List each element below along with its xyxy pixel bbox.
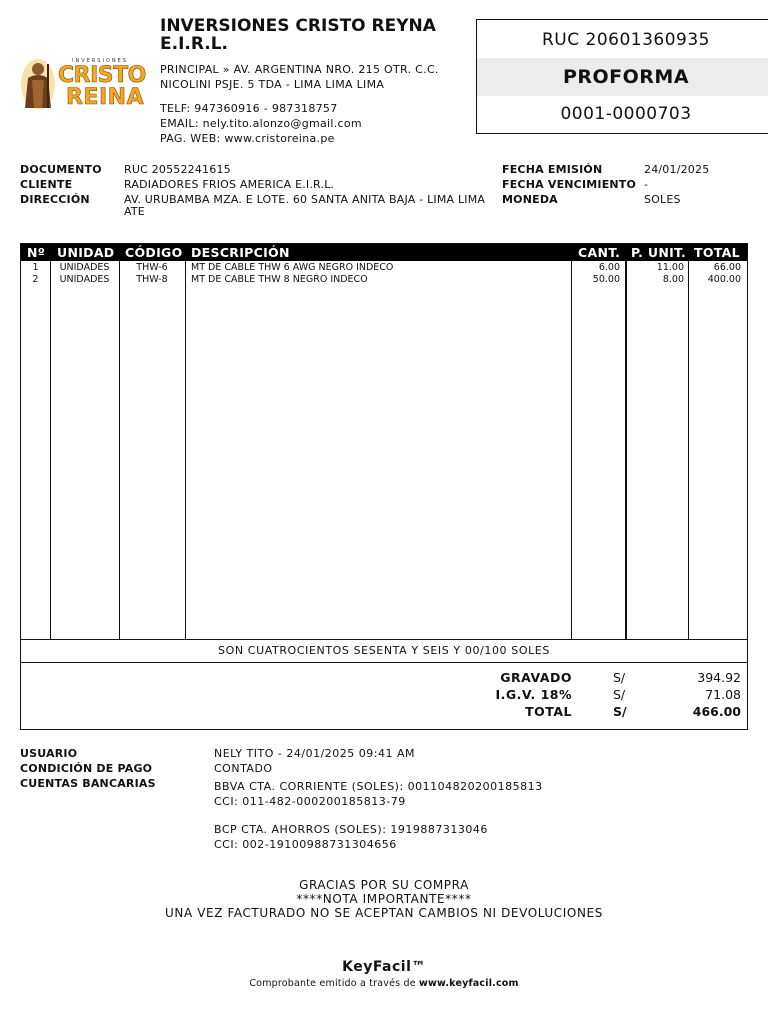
gravado-value: 394.92 bbox=[697, 670, 741, 685]
moneda-label: MONEDA bbox=[502, 193, 558, 206]
header-num: Nº bbox=[27, 245, 46, 260]
footer-values bbox=[214, 746, 543, 852]
date-values bbox=[644, 162, 709, 207]
igv-label: I.G.V. 18% bbox=[495, 687, 572, 702]
fecha-vencimiento-label: FECHA VENCIMIENTO bbox=[502, 178, 637, 191]
document-number: 0001-0000703 bbox=[560, 104, 692, 124]
gravado-label: GRAVADO bbox=[500, 670, 572, 685]
keyfacil-brand: KeyFacil™ bbox=[342, 959, 426, 975]
header-codigo: CÓDIGO bbox=[125, 245, 183, 260]
direccion-label: DIRECCIÓN bbox=[20, 193, 90, 206]
usuario-value: NELY TITO - 24/01/2025 09:41 AM bbox=[214, 747, 415, 760]
condicion-label: CONDICIÓN DE PAGO bbox=[20, 762, 153, 775]
column-divider bbox=[185, 261, 186, 639]
keyfacil-link[interactable]: www.keyfacil.com bbox=[419, 978, 519, 989]
table-row bbox=[21, 274, 747, 286]
row-unidad: UNIDADES bbox=[59, 274, 110, 285]
header-punit: P. UNIT. bbox=[631, 245, 687, 260]
company-contact bbox=[160, 101, 460, 146]
fecha-vencimiento-value: - bbox=[644, 178, 649, 191]
logo-small-text: INVERSIONES bbox=[72, 58, 128, 64]
total-line bbox=[21, 703, 747, 720]
info-labels bbox=[20, 162, 102, 207]
fecha-emision-label: FECHA EMISIÓN bbox=[502, 163, 603, 176]
amount-in-words: SON CUATROCIENTOS SESENTA Y SEIS Y 00/100 SOLES bbox=[21, 639, 747, 663]
direccion-value-line1: AV. URUBAMBA MZA. E LOTE. 60 SANTA ANITA BAJA - LIMA LIMA bbox=[124, 193, 486, 206]
row-cant: 6.00 bbox=[598, 262, 620, 273]
info-values bbox=[124, 162, 504, 216]
company-email: EMAIL: nely.tito.alonzo@gmail.com bbox=[160, 117, 362, 130]
igv-value: 71.08 bbox=[705, 687, 741, 702]
items-table bbox=[20, 243, 748, 730]
row-descripcion: MT DE CABLE THW 6 AWG NEGRO INDECO bbox=[191, 262, 394, 273]
documento-value: RUC 20552241615 bbox=[124, 163, 231, 176]
logo-word-reina: REINA bbox=[66, 85, 145, 110]
footer-labels bbox=[20, 746, 156, 791]
address-line1: PRINCIPAL » AV. ARGENTINA NRO. 215 OTR. C.C. bbox=[160, 63, 439, 76]
igv-line bbox=[21, 686, 747, 703]
gravado-line bbox=[21, 669, 747, 686]
row-total: 66.00 bbox=[713, 262, 741, 273]
total-currency: S/ bbox=[613, 704, 627, 719]
header-total: TOTAL bbox=[694, 245, 740, 260]
column-divider bbox=[625, 261, 627, 639]
bank2-line1: BCP CTA. AHORROS (SOLES): 1919887313046 bbox=[214, 823, 488, 836]
direccion-value-line2: ATE bbox=[124, 205, 145, 218]
fecha-emision-value: 24/01/2025 bbox=[644, 163, 710, 176]
total-label: TOTAL bbox=[525, 704, 572, 719]
company-logo bbox=[20, 56, 152, 112]
usuario-label: USUARIO bbox=[20, 747, 78, 760]
column-divider bbox=[50, 261, 51, 639]
bank2-line2: CCI: 002-19100988731304656 bbox=[214, 838, 397, 851]
row-codigo: THW-8 bbox=[136, 274, 168, 285]
row-punit: 8.00 bbox=[662, 274, 684, 285]
document-id-box bbox=[476, 19, 768, 134]
company-name-line2: E.I.R.L. bbox=[160, 34, 229, 54]
company-info bbox=[160, 17, 460, 146]
header-cant: CANT. bbox=[578, 245, 621, 260]
company-name bbox=[160, 17, 460, 53]
table-row bbox=[21, 262, 747, 274]
address-line2: NICOLINI PSJE. 5 TDA - LIMA LIMA LIMA bbox=[160, 78, 385, 91]
condicion-value: CONTADO bbox=[214, 762, 273, 775]
row-cant: 50.00 bbox=[592, 274, 620, 285]
row-unidad: UNIDADES bbox=[59, 262, 110, 273]
company-web: PAG. WEB: www.cristoreina.pe bbox=[160, 132, 335, 145]
logo-word-cristo: CRISTO bbox=[58, 63, 146, 88]
column-divider bbox=[571, 261, 572, 639]
date-labels bbox=[502, 162, 636, 207]
note-title: ****NOTA IMPORTANTE**** bbox=[296, 892, 472, 906]
company-name-line1: INVERSIONES CRISTO REYNA bbox=[160, 16, 436, 36]
moneda-value: SOLES bbox=[644, 193, 681, 206]
row-total: 400.00 bbox=[707, 274, 741, 285]
igv-currency: S/ bbox=[613, 687, 626, 702]
emitted-prefix: Comprobante emitido a través de bbox=[249, 978, 420, 989]
column-divider bbox=[119, 261, 120, 639]
company-address bbox=[160, 62, 460, 92]
table-header bbox=[21, 244, 747, 261]
emitted-by bbox=[0, 978, 768, 989]
column-divider bbox=[688, 261, 689, 639]
document-type: PROFORMA bbox=[477, 58, 768, 96]
row-punit: 11.00 bbox=[656, 262, 684, 273]
note-text: UNA VEZ FACTURADO NO SE ACEPTAN CAMBIOS NI DEVOLUCIONES bbox=[165, 906, 603, 920]
saint-figure-icon bbox=[20, 58, 56, 110]
header-descripcion: DESCRIPCIÓN bbox=[191, 245, 290, 260]
bank1-line2: CCI: 011-482-000200185813-79 bbox=[214, 795, 406, 808]
issuer-ruc: RUC 20601360935 bbox=[541, 30, 710, 50]
row-num: 1 bbox=[32, 262, 39, 273]
cliente-label: CLIENTE bbox=[20, 178, 73, 191]
cliente-value: RADIADORES FRIOS AMERICA E.I.R.L. bbox=[124, 178, 335, 191]
gravado-currency: S/ bbox=[613, 670, 626, 685]
row-descripcion: MT DE CABLE THW 8 NEGRO INDECO bbox=[191, 274, 368, 285]
total-value: 466.00 bbox=[692, 704, 741, 719]
header-unidad: UNIDAD bbox=[57, 245, 115, 260]
row-num: 2 bbox=[32, 274, 39, 285]
bank1-line1: BBVA CTA. CORRIENTE (SOLES): 001104820200185813 bbox=[214, 780, 543, 793]
cuentas-label: CUENTAS BANCARIAS bbox=[20, 777, 156, 790]
thanks-message: GRACIAS POR SU COMPRA bbox=[299, 878, 469, 892]
documento-label: DOCUMENTO bbox=[20, 163, 102, 176]
company-phone: TELF: 947360916 - 987318757 bbox=[160, 102, 338, 115]
row-codigo: THW-6 bbox=[136, 262, 168, 273]
